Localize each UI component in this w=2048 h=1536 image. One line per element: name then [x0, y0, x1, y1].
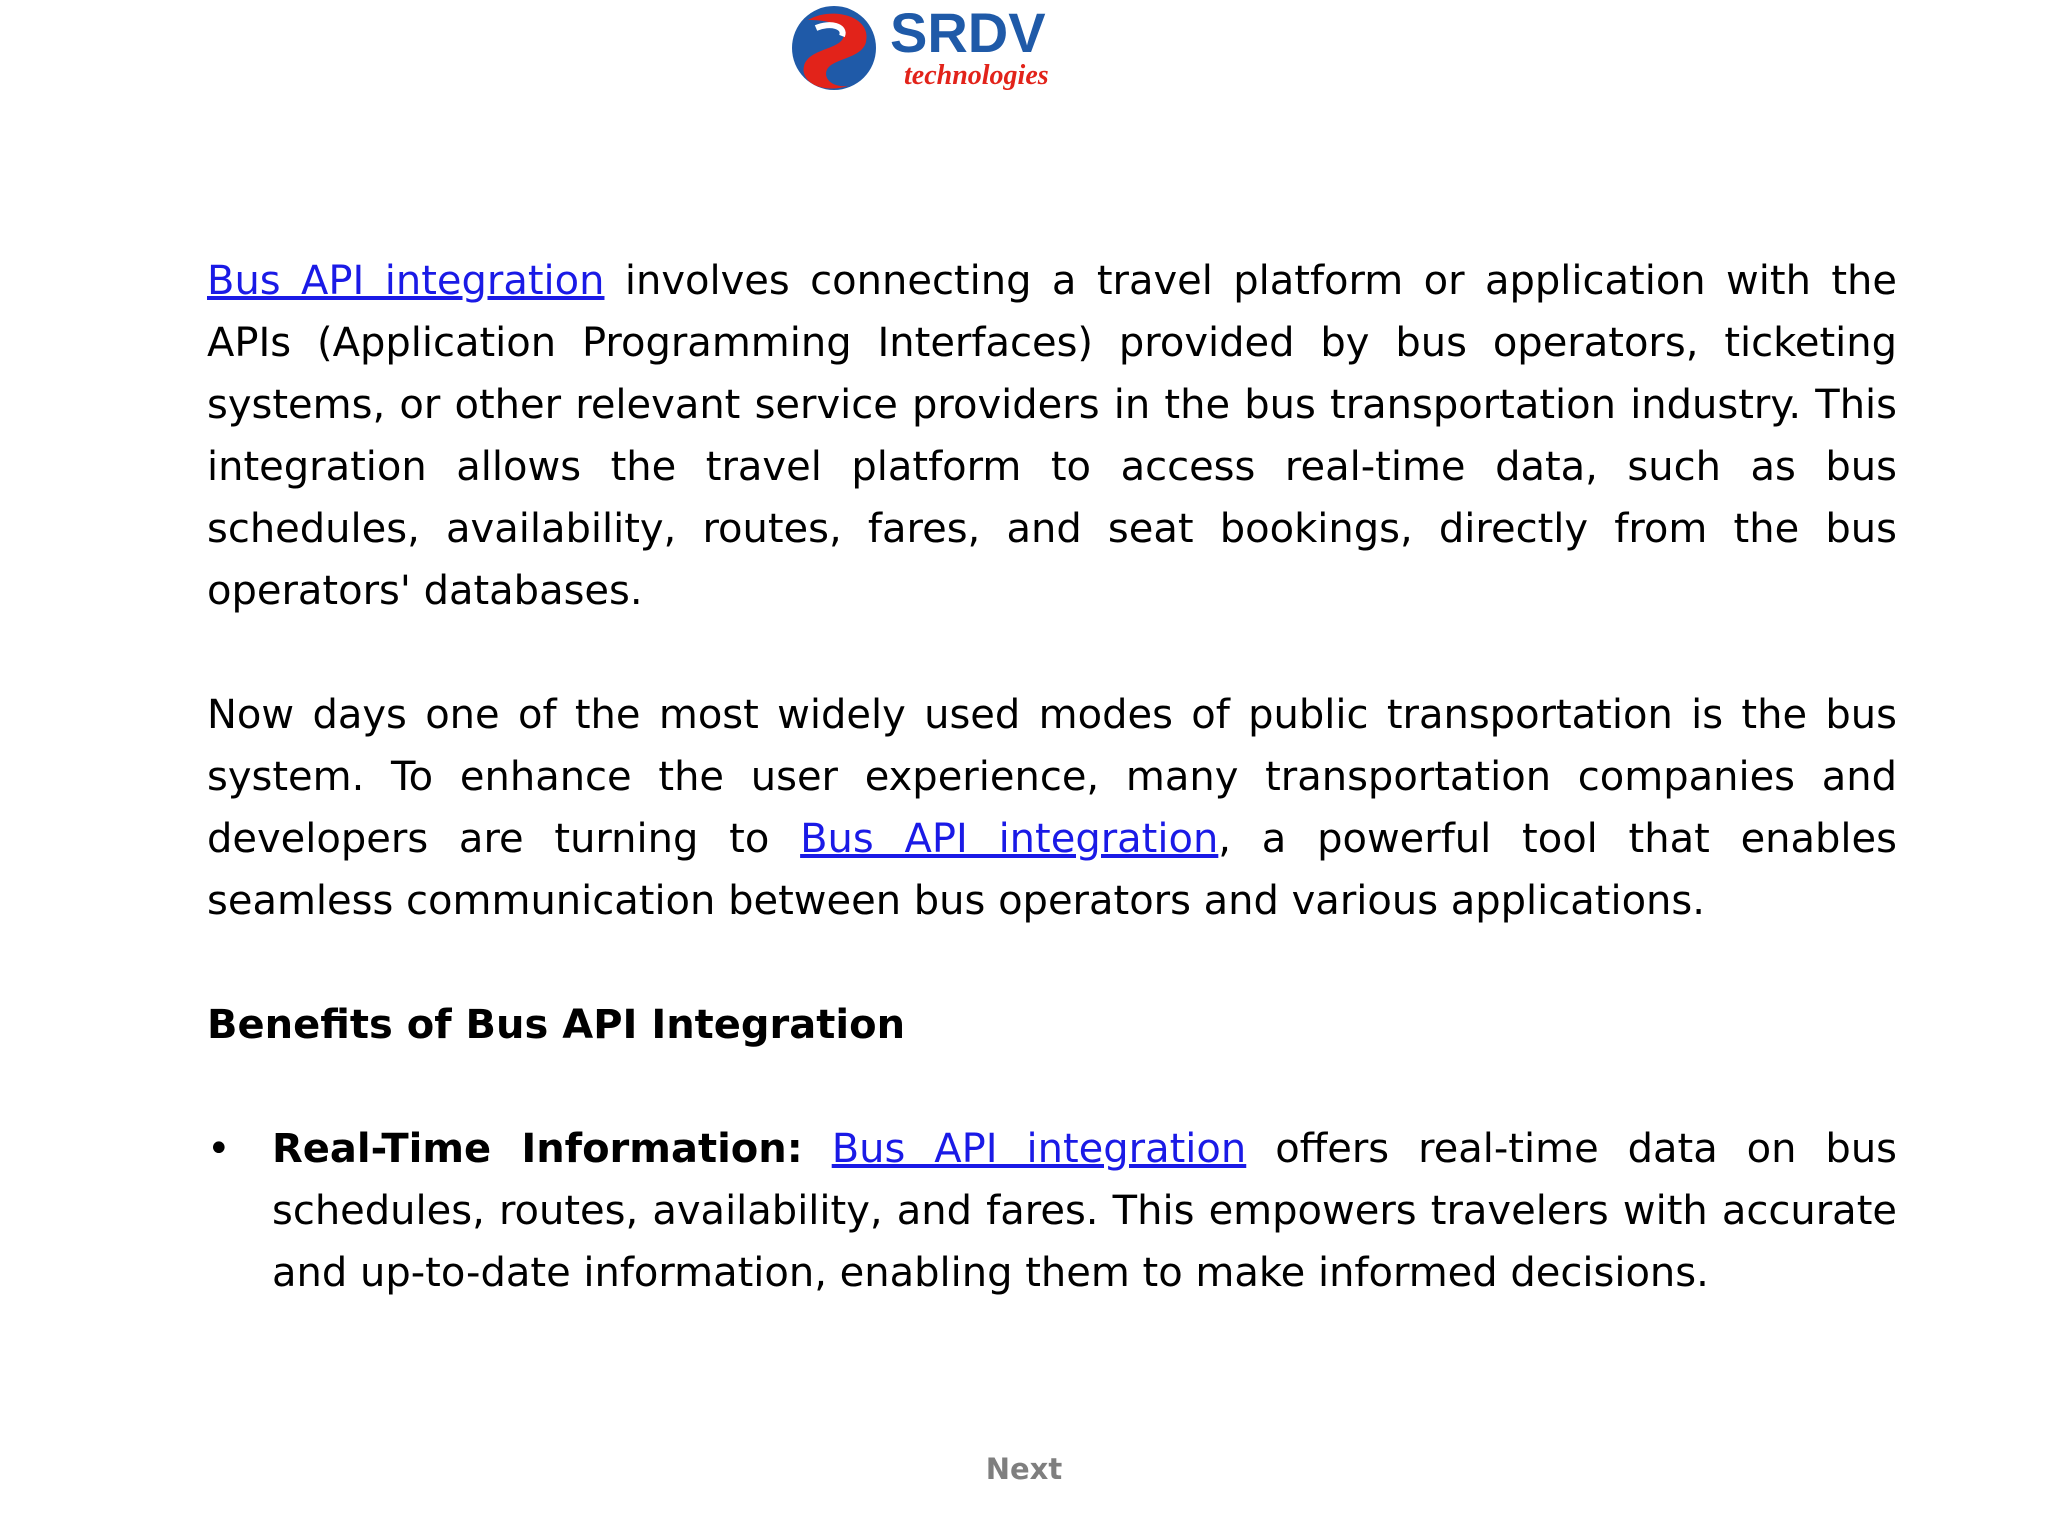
benefits-heading: Benefits of Bus API Integration: [207, 1002, 906, 1048]
bus-api-link-1[interactable]: Bus API integration: [207, 258, 605, 304]
bullet-icon: •: [207, 1126, 231, 1172]
article-body: [207, 250, 1897, 1304]
srdv-logo: [786, 2, 1106, 94]
second-text-before: Now days one of the most widely used modes of public transportation is the bus system. To enhance the user experience, many transportation companies and developers are turning to: [207, 692, 1897, 862]
intro-paragraph: [207, 250, 1897, 622]
next-button[interactable]: Next: [985, 1452, 1063, 1486]
bus-api-link-2[interactable]: Bus API integration: [800, 816, 1219, 862]
intro-text: involves connecting a travel platform or application with the APIs (Application Programming Interfaces) provided by bus operators, ticketing systems, or other relevant service providers in the bus transportation industry. This integration allows the travel platform to access real-time data, such as bus schedules, availability, routes, fares, and seat bookings, directly from the bus operators' databases.: [207, 258, 1897, 614]
bus-api-link-3[interactable]: Bus API integration: [831, 1126, 1247, 1172]
srdv-logo-graphic: [786, 2, 1106, 94]
second-text-after: , a powerful tool that enables seamless communication between bus operators and various applications.: [207, 816, 1897, 924]
benefit-item: [207, 1118, 1897, 1304]
logo-tagline-text: technologies: [904, 60, 1049, 91]
benefits-list: [207, 1118, 1897, 1304]
logo-brand-text: SRDV: [890, 2, 1046, 64]
benefit-text: offers real-time data on bus schedules, routes, availability, and fares. This empowers travelers with accurate and up-to-date information, enabling them to make informed decisions.: [272, 1126, 1898, 1296]
benefit-label: Real-Time Information:: [272, 1126, 803, 1172]
second-paragraph: [207, 684, 1897, 932]
